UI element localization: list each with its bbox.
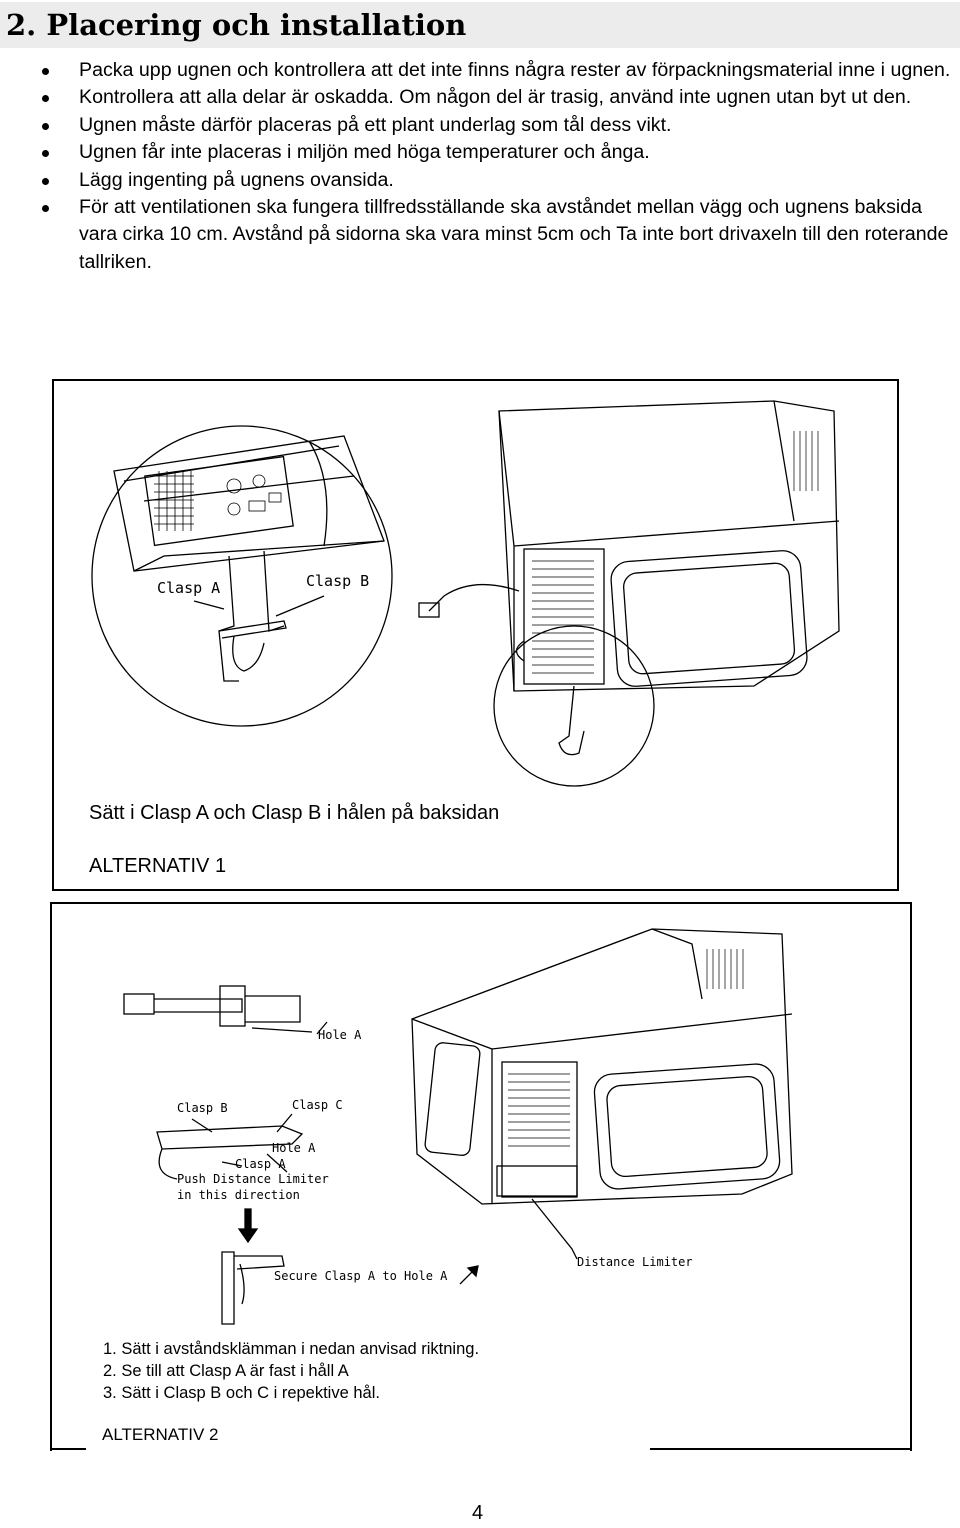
clasp-a-label-fig2: Clasp A (235, 1157, 286, 1171)
figure-alternative-1 (52, 379, 899, 891)
step-item: 3. Sätt i Clasp B och C i repektive hål. (103, 1384, 380, 1402)
figure-1-illustration (54, 381, 897, 801)
figure-2-illustration (52, 904, 910, 1329)
microwave-oven-rear-view-2 (412, 929, 792, 1269)
list-item: Ugnen får inte placeras i miljön med höga temperaturer och ånga. (0, 139, 960, 166)
instruction-list (0, 57, 960, 276)
figure-alternative-2 (50, 902, 912, 1451)
step-item: 2. Se till att Clasp A är fast i håll A (103, 1362, 349, 1380)
clasp-a-label: Clasp A (157, 579, 221, 597)
alternative-2-label: ALTERNATIV 2 (102, 1425, 219, 1444)
clasp-b-label-fig2: Clasp B (177, 1101, 228, 1115)
box-2-bottom-border-left (50, 1448, 86, 1450)
arrow-down-icon (239, 1209, 257, 1242)
secure-clasp-label: Secure Clasp A to Hole A (274, 1269, 448, 1283)
push-label-line-2: in this direction (177, 1188, 300, 1202)
installation-steps (103, 1338, 479, 1404)
step-item: 1. Sätt i avståndsklämman i nedan anvisad riktning. (103, 1340, 480, 1358)
hole-a-label: Hole A (272, 1141, 316, 1155)
distance-limiter-detail (124, 986, 478, 1324)
arrow-up-right-icon (460, 1266, 478, 1284)
list-item: Lägg ingenting på ugnens ovansida. (0, 167, 960, 194)
alternative-1-label: ALTERNATIV 1 (89, 855, 227, 877)
list-item: För att ventilationen ska fungera tillfredsställande ska avståndet mellan vägg och ugnens baksida vara cirka 10 cm. Avstånd på sidorna ska vara minst 5cm och Ta inte bort drivaxeln till den roterande tallriken. (0, 194, 960, 276)
list-item: Ugnen måste därför placeras på ett plant underlag som tål dess vikt. (0, 112, 960, 139)
list-item: Packa upp ugnen och kontrollera att det inte finns några rester av förpackningsmaterial inne i ugnen. (0, 57, 960, 84)
figure-1-caption: Sätt i Clasp A och Clasp B i hålen på baksidan (89, 802, 500, 824)
box-2-bottom-border-right (650, 1448, 912, 1450)
section-heading-bar (0, 2, 960, 48)
push-label-line-1: Push Distance Limiter (177, 1172, 329, 1186)
microwave-oven-rear-view (419, 401, 839, 786)
page-number: 4 (472, 1502, 484, 1524)
section-title: 2. Placering och installation (6, 8, 467, 42)
clasp-b-label: Clasp B (306, 572, 370, 590)
magnified-clasp-detail (92, 426, 392, 726)
distance-limiter-label: Distance Limiter (577, 1255, 693, 1269)
clasp-c-label: Clasp C (292, 1098, 343, 1112)
hole-a-top-label: Hole A (318, 1028, 362, 1042)
list-item: Kontrollera att alla delar är oskadda. Om någon del är trasig, använd inte ugnen utan byt ut den. (0, 84, 960, 111)
